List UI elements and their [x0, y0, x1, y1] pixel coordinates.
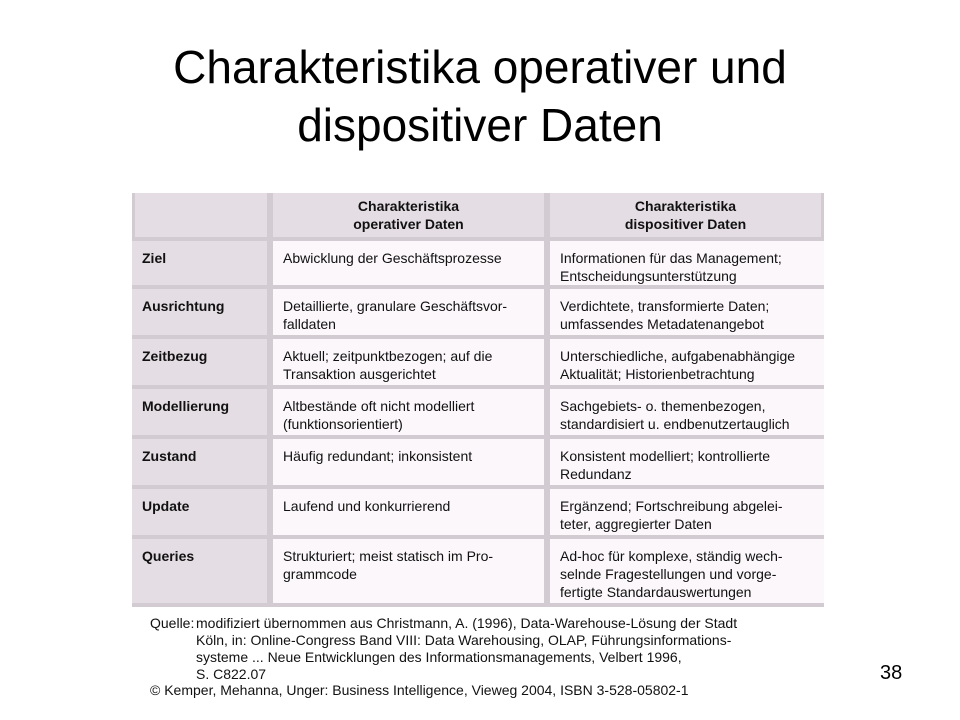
dispositive-cell-line: selnde Fragestellungen und vorge-: [560, 566, 777, 582]
dispositive-cell: [550, 241, 824, 285]
table-row: [132, 289, 824, 339]
operative-cell-line: (funktionsorientiert): [283, 416, 403, 432]
table-row: [132, 539, 824, 607]
table-row: [132, 439, 824, 489]
dispositive-cell: [550, 389, 824, 435]
operative-cell-line: Detaillierte, granulare Geschäftsvor-: [283, 298, 508, 314]
operative-cell: [273, 389, 544, 435]
operative-cell-line: falldaten: [283, 316, 336, 332]
operative-cell: [273, 339, 544, 385]
dispositive-cell: [550, 339, 824, 385]
header-blank-cell: [135, 193, 267, 237]
title-line-2: dispositiver Daten: [297, 99, 663, 151]
operative-cell-line: Aktuell; zeitpunktbezogen; auf die: [283, 348, 493, 364]
operative-cell-line: Häufig redundant; inkonsistent: [283, 448, 473, 464]
header-dispositive-line-2: dispositiver Daten: [624, 216, 747, 232]
dispositive-cell-line: Sachgebiets- o. themenbezogen,: [560, 398, 766, 414]
header-dispositive-line-1: Charakteristika: [634, 198, 737, 214]
title-line-1: Charakteristika operativer und: [173, 41, 787, 93]
dispositive-cell: [550, 289, 824, 335]
dispositive-cell-line: Ergänzend; Fortschreibung abgelei-: [560, 498, 783, 514]
operative-cell: [273, 489, 544, 535]
page-number: 38: [880, 662, 903, 684]
dispositive-cell-line: Entscheidungsunterstützung: [560, 268, 737, 284]
copyright-notice: © Kemper, Mehanna, Unger: Business Intelligence, Vieweg 2004, ISBN 3-528-05802-1: [150, 682, 689, 698]
row-label: Queries: [132, 539, 267, 603]
dispositive-cell-line: umfassendes Metadatenangebot: [560, 316, 764, 332]
dispositive-cell: [550, 489, 824, 535]
source-line: S. C822.07: [196, 666, 267, 682]
operative-cell: [273, 439, 544, 485]
source-label: Quelle:: [150, 615, 195, 631]
dispositive-cell: [550, 539, 824, 603]
source-line: Köln, in: Online-Congress Band VIII: Data Warehousing, OLAP, Führungsinformations-: [196, 632, 732, 648]
dispositive-cell-line: Verdichtete, transformierte Daten;: [560, 298, 770, 314]
header-operative-line-1: Charakteristika: [357, 198, 460, 214]
operative-cell-line: Transaktion ausgerichtet: [283, 366, 436, 382]
operative-cell-line: Altbestände oft nicht modelliert: [283, 398, 475, 414]
table-body: [132, 241, 824, 607]
table-row: [132, 389, 824, 439]
dispositive-cell-line: fertigte Standardauswertungen: [560, 584, 752, 600]
slide-title: [0, 38, 960, 154]
header-dispositive: [550, 193, 821, 237]
operative-cell: [273, 241, 544, 285]
dispositive-cell-line: standardisiert u. endbenutzertauglich: [560, 416, 790, 432]
table-row: [132, 339, 824, 389]
source-line: systeme ... Neue Entwicklungen des Informationsmanagements, Velbert 1996,: [196, 649, 682, 665]
table-row: [132, 489, 824, 539]
source-citation: [150, 615, 830, 683]
operative-cell-line: Abwicklung der Geschäftsprozesse: [283, 250, 502, 266]
operative-cell-line: grammcode: [283, 566, 357, 582]
operative-cell-line: Laufend und konkurrierend: [283, 498, 451, 514]
dispositive-cell-line: Informationen für das Management;: [560, 250, 782, 266]
dispositive-cell-line: teter, aggregierter Daten: [560, 516, 712, 532]
row-label: Zustand: [132, 439, 267, 485]
dispositive-cell-line: Redundanz: [560, 466, 632, 482]
table-header-row: [132, 193, 824, 241]
row-label: Update: [132, 489, 267, 535]
header-operative: [273, 193, 544, 237]
operative-cell-line: Strukturiert; meist statisch im Pro-: [283, 548, 494, 564]
dispositive-cell-line: Ad-hoc für komplexe, ständig wech-: [560, 548, 783, 564]
row-label: Ausrichtung: [132, 289, 267, 335]
operative-cell: [273, 539, 544, 603]
dispositive-cell-line: Aktualität; Historienbetrachtung: [560, 366, 755, 382]
source-line: modifiziert übernommen aus Christmann, A. (1996), Data-Warehouse-Lösung der Stadt: [196, 615, 738, 631]
row-label: Ziel: [132, 241, 267, 285]
header-operative-line-2: operativer Daten: [353, 216, 464, 232]
table-row: [132, 241, 824, 289]
row-label: Zeitbezug: [132, 339, 267, 385]
row-label: Modellierung: [132, 389, 267, 435]
dispositive-cell-line: Konsistent modelliert; kontrollierte: [560, 448, 771, 464]
dispositive-cell: [550, 439, 824, 485]
source-text: [196, 615, 806, 683]
operative-cell: [273, 289, 544, 335]
comparison-table: [132, 193, 824, 607]
dispositive-cell-line: Unterschiedliche, aufgabenabhängige: [560, 348, 796, 364]
